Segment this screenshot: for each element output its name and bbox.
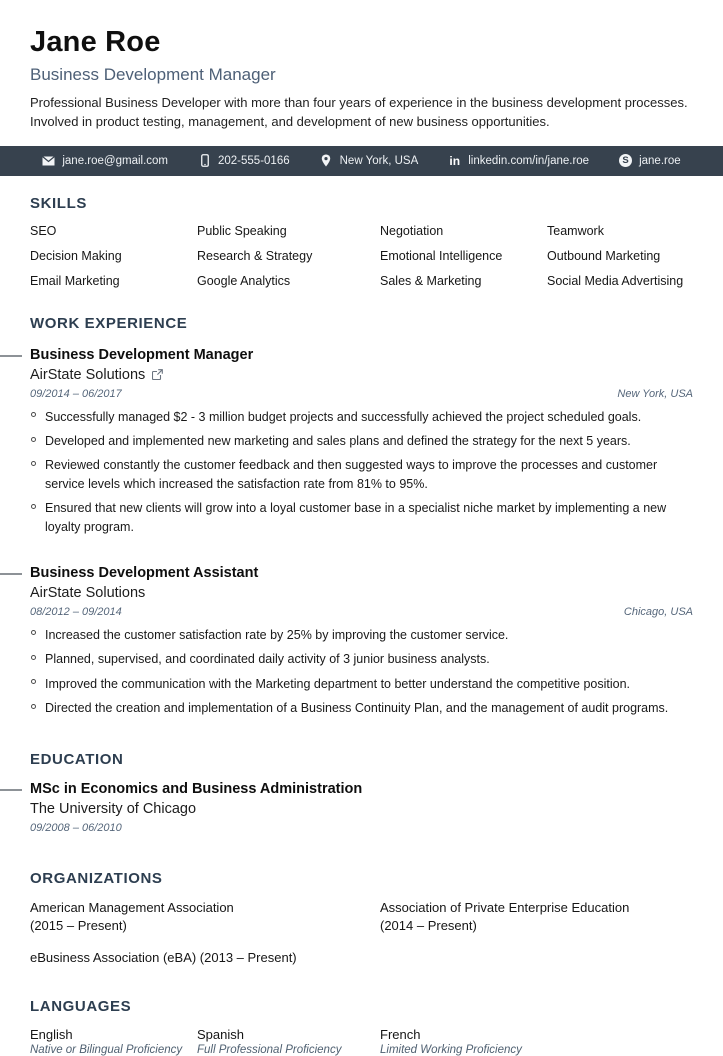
job-company: AirState Solutions [30, 366, 146, 383]
external-link-icon[interactable] [152, 369, 163, 380]
skype-icon: S [619, 154, 632, 167]
organization-item: Association of Private Enterprise Education (2014 – Present) [380, 900, 630, 933]
contact-skype[interactable] [619, 154, 681, 167]
education-school: The University of Chicago [30, 801, 197, 818]
organizations-grid [30, 899, 693, 934]
contact-location-text: New York, USA [339, 154, 419, 167]
bullet-item: Successfully managed $2 - 3 million budget projects and successfully achieved the project scheduled goals. [30, 408, 693, 426]
job-company: AirState Solutions [30, 584, 146, 601]
language-item: English Native or Bilingual Proficiency [30, 1026, 183, 1056]
map-pin-icon [320, 154, 333, 167]
skill-item: Decision Making [30, 248, 122, 263]
contact-email-text: jane.roe@gmail.com [62, 154, 168, 167]
bullet-item: Developed and implemented new marketing and sales plans and defined the strategy for the next 5 years. [30, 432, 693, 450]
skill-item: Sales & Marketing [380, 273, 482, 288]
skill-item: Emotional Intelligence [380, 248, 503, 263]
bullet-circle-icon [31, 437, 36, 442]
organizations-heading: ORGANIZATIONS [30, 870, 163, 888]
languages-heading: LANGUAGES [30, 997, 132, 1015]
contact-phone-text: 202-555-0166 [218, 154, 290, 167]
education-dates: 09/2008 – 06/2010 [30, 822, 122, 835]
job-entry [30, 565, 693, 718]
timeline-dash [0, 355, 22, 357]
summary-text: Professional Business Developer with more than four years of experience in the business development processes. Involved in product testing, management, and development of new business opportunities. [30, 95, 688, 129]
job-bullets [30, 408, 693, 536]
skill-item: Google Analytics [197, 273, 291, 288]
language-item: French Limited Working Proficiency [380, 1026, 522, 1056]
skill-item: Email Marketing [30, 273, 120, 288]
timeline-dash [0, 573, 22, 575]
bullet-circle-icon [31, 679, 36, 684]
job-location: New York, USA [617, 387, 693, 400]
timeline-dash [0, 789, 22, 791]
bullet-item: Increased the customer satisfaction rate by 25% by improving the customer service. [30, 626, 693, 644]
bullet-circle-icon [31, 412, 36, 417]
contact-bar [0, 146, 723, 176]
job-title: Business Development Manager [30, 346, 254, 363]
bullet-circle-icon [31, 504, 36, 509]
skill-item: Outbound Marketing [547, 248, 661, 263]
bullet-item: Improved the communication with the Marketing department to better understand the competitive position. [30, 675, 693, 693]
skill-item: Teamwork [547, 223, 604, 238]
bullet-item: Ensured that new clients will grow into a loyal customer base in a specialist niche market by implementing a new loyalty program. [30, 499, 693, 536]
education-heading: EDUCATION [30, 751, 124, 769]
job-title: Business Development Assistant [30, 564, 259, 581]
bullet-item: Reviewed constantly the customer feedback and then suggested ways to improve the processes and customer service levels which increased the satisfaction rate from 81% to 95%. [30, 456, 693, 493]
job-dates: 08/2012 – 09/2014 [30, 605, 122, 618]
skill-item: Public Speaking [197, 223, 287, 238]
job-location: Chicago, USA [623, 605, 693, 618]
contact-phone[interactable] [198, 154, 290, 167]
skill-item: Research & Strategy [197, 248, 313, 263]
skills-heading: SKILLS [30, 194, 87, 212]
mobile-phone-icon [198, 154, 211, 167]
experience-section [30, 315, 693, 718]
linkedin-icon: in [449, 153, 461, 168]
education-section [30, 751, 693, 834]
languages-grid [30, 1027, 693, 1056]
bullet-circle-icon [31, 630, 36, 635]
bullet-circle-icon [31, 655, 36, 660]
job-bullets [30, 626, 693, 718]
contact-skype-text: jane.roe [639, 154, 681, 167]
skill-item: Social Media Advertising [547, 273, 684, 288]
language-item: Spanish Full Professional Proficiency [197, 1026, 342, 1056]
person-name: Jane Roe [30, 26, 161, 58]
organizations-section [30, 870, 693, 964]
bullet-circle-icon [31, 704, 36, 709]
envelope-icon [42, 154, 55, 167]
job-dates: 09/2014 – 06/2017 [30, 387, 122, 400]
bullet-item: Planned, supervised, and coordinated daily activity of 3 junior business analysts. [30, 650, 693, 668]
languages-section [30, 998, 693, 1056]
person-title: Business Development Manager [30, 65, 276, 84]
contact-location[interactable] [320, 154, 419, 167]
education-degree: MSc in Economics and Business Administration [30, 781, 693, 797]
experience-heading: WORK EXPERIENCE [30, 314, 188, 332]
organization-item: American Management Association (2015 – Present) [30, 900, 234, 933]
contact-linkedin-text: linkedin.com/in/jane.roe [468, 154, 590, 167]
organization-item: eBusiness Association (eBA) (2013 – Present) [30, 949, 297, 965]
skills-section [30, 195, 693, 288]
job-entry [30, 347, 693, 536]
contact-email[interactable] [42, 154, 168, 167]
contact-linkedin[interactable] [448, 154, 589, 167]
skill-item: Negotiation [380, 223, 444, 238]
bullet-circle-icon [31, 461, 36, 466]
skills-grid [30, 224, 693, 288]
bullet-item: Directed the creation and implementation of a Business Continuity Plan, and the management of audit programs. [30, 699, 693, 717]
skill-item: SEO [30, 223, 57, 238]
